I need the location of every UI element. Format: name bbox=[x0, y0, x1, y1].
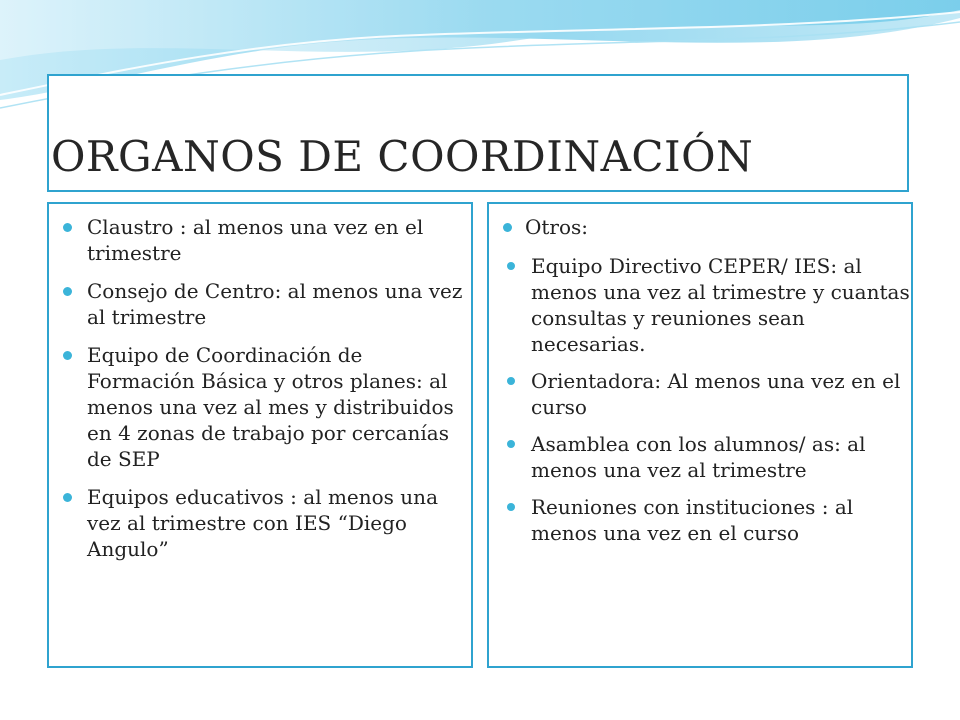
slide-title: ORGANOS DE COORDINACIÓN bbox=[51, 132, 754, 181]
list-item: Claustro : al menos una vez en el trimestre bbox=[87, 214, 463, 266]
otros-label: Otros: bbox=[525, 215, 589, 239]
list-item: Consejo de Centro: al menos una vez al trimestre bbox=[87, 279, 463, 329]
right-panel bbox=[487, 202, 913, 668]
right-bullet-list bbox=[489, 204, 911, 240]
list-item: Asamblea con los alumnos/ as: al menos una vez al trimestre bbox=[531, 431, 911, 483]
left-bullet-list bbox=[49, 204, 471, 562]
left-panel bbox=[47, 202, 473, 668]
list-item: Equipo Directivo CEPER/ IES: al menos una vez al trimestre y cuantas consultas y reuniones sean necesarias. bbox=[531, 254, 910, 356]
right-sub-list bbox=[489, 240, 911, 546]
list-heading-otros bbox=[525, 214, 903, 240]
list-item: Reuniones con instituciones : al menos una vez en el curso bbox=[531, 494, 911, 546]
list-item: Equipos educativos : al menos una vez al trimestre con IES “Diego Angulo” bbox=[87, 484, 463, 562]
list-item: Orientadora: Al menos una vez en el curso bbox=[531, 368, 911, 420]
list-item: Equipo de Coordinación de Formación Básica y otros planes: al menos una vez al mes y distribuidos en 4 zonas de trabajo por cercanías de SEP bbox=[87, 342, 463, 472]
title-box bbox=[47, 74, 909, 192]
